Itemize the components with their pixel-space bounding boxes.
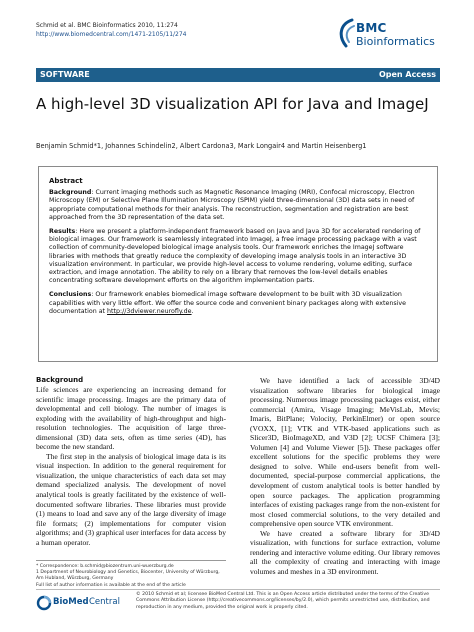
abstract-results-label: Results [49,228,76,236]
logo-line-bioinformatics: Bioinformatics [356,35,435,48]
abstract-results [49,228,428,285]
footer-divider [36,589,440,590]
citation-line: Schmid et al. BMC Bioinformatics 2010, 11:274 [36,22,178,29]
footnote-divider [36,560,226,561]
left-column [36,376,226,547]
abstract-background [49,189,428,222]
biomed-central-ring-icon [36,595,52,611]
journal-logo [336,16,440,68]
abstract-results-text: : Here we present a platform-independent framework based on Java and Java 3D for accelerated rendering of biological images. Our framework is seamlessly integrated into ImageJ, a free image processing package with a vast collection of community-developed biological image analysis tools. Our framework enriches the ImageJ software libraries with methods that greatly reduce the complexity of developing image analysis tools in an interactive 3D visualization environment. In particular, we provide high-level access to volume rendering, volume editing, surface extraction, and image annotation. The ability to rely on a library that removes the low-level details enables concentrating software development efforts on the algorithm implementation parts. [49,228,421,285]
open-access-label: Open Access [378,70,436,79]
body-paragraph-3: We have identified a lack of accessible 3D/4D visualization software libraries for biological image processing. Numerous image processing packages exist, either commercial (Amira, Visage Imaging; MeVisLab, Mevis; Imaris, BitPlane; Volocity, PerkinElmer) or open source (VOXX, [1]; VTK and VTK-based applications such as Slicer3D, BioImageXD, and V3D [2]; UCSF Chimera [3]; Volumen [4] and Volume Viewer [5]). These packages offer excellent solutions for the specific problems they were designed to solve. While end-users benefit from well-documented, special-purpose commercial applications, the development of custom analytical tools is better handled by open source packages. The application programming interfaces of existing packages range from the non-existent for most closed commercial solutions, to the very detailed and comprehensive open source VTK environment. [250,376,440,529]
background-paragraph-1: Life sciences are experiencing an increasing demand for scientific image processing. Images are the primary data of developmental and cell biology. The number of images is exploding with the availability of high-throughput and high-resolution technologies. The acquisition of large three-dimensional (3D) data sets, often as time series (4D), has become the new standard. [36,385,226,452]
footnotes [36,564,226,589]
body-paragraph-4: We have created a software library for 3D/4D visualization, with functions for surface extraction, volume rendering and interactive volume editing. Our library removes all the complexity of creating and interacting with image volumes and meshes in a 3D environment. [250,528,440,576]
section-bar [36,68,440,82]
abstract-conclusions-label: Conclusions [49,291,92,299]
author-info-note: Full list of author information is available at the end of the article [36,582,186,588]
article-url-link[interactable]: http://www.biomedcentral.com/1471-2105/11/274 [36,30,187,38]
section-label: SOFTWARE [40,70,90,79]
abstract-conclusions [49,291,428,316]
correspondence-note: * Correspondence: b.schmid@biozentrum.uni-wuerzburg.de [36,564,174,569]
logo-line-bmc: BMC [356,21,387,35]
project-url-link[interactable]: http://3dviewer.neurofly.de [107,307,192,315]
affiliation-note: 1 Department of Neurobiology and Genetics, Biocenter, University of Würzburg, Am Hubland, Würzburg, Germany [36,570,220,582]
background-heading: Background [36,376,84,384]
abstract-conclusions-end: . [191,307,194,315]
article-title: A high-level 3D visualization API for Java and ImageJ [36,95,429,113]
abstract-box [38,166,438,362]
author-list: Benjamin Schmid*1, Johannes Schindelin2, Albert Cardona3, Mark Longair4 and Martin Heisenberg1 [36,142,367,150]
license-notice: © 2010 Schmid et al; licensee BioMed Central Ltd. This is an Open Access article distributed under the terms of the Creative Commons Attribution License (http://creativecommons.org/licenses/by/2.0), which permits unrestricted use, distribution, and reproduction in any medium, provided the original work is properly cited. [136,592,430,610]
abstract-background-text: : Current imaging methods such as Magnetic Resonance Imaging (MRI), Confocal microscopy, Electron Microscopy (EM) or Selective Plane Illumination Microscopy (SPIM) yield three-dimensional (3D) data sets in need of appropriate computational methods for their analysis. The reconstruction, segmentation and registration are best approached from the 3D representation of the data set. [49,189,415,221]
central-wordmark: Central [89,597,120,607]
biomed-wordmark: BioMed [53,597,89,607]
right-column [250,376,440,576]
running-header [36,22,186,39]
bmc-swoosh-icon [336,18,356,48]
abstract-background-label: Background [49,189,92,197]
abstract-heading: Abstract [49,177,83,185]
background-paragraph-2: The first step in the analysis of biological image data is its visual inspection. In addition to the general requirement for visualization, the unique characteristics of each data set may demand specialized analysis. The development of novel analytical tools is greatly facilitated by the existence of well-documented software libraries. These libraries must provide (1) means to load and save any of the large diversity of image file formats; (2) implementations for computer vision algorithms; and (3) graphical user interfaces for data access by a human operator. [36,451,226,547]
biomed-central-logo [36,594,132,612]
abstract-conclusions-text: : Our framework enables biomedical image software development to be built with 3D visualization capabilities with very little effort. We offer the source code and convenient binary packages along with extensive documentation at [49,291,406,315]
